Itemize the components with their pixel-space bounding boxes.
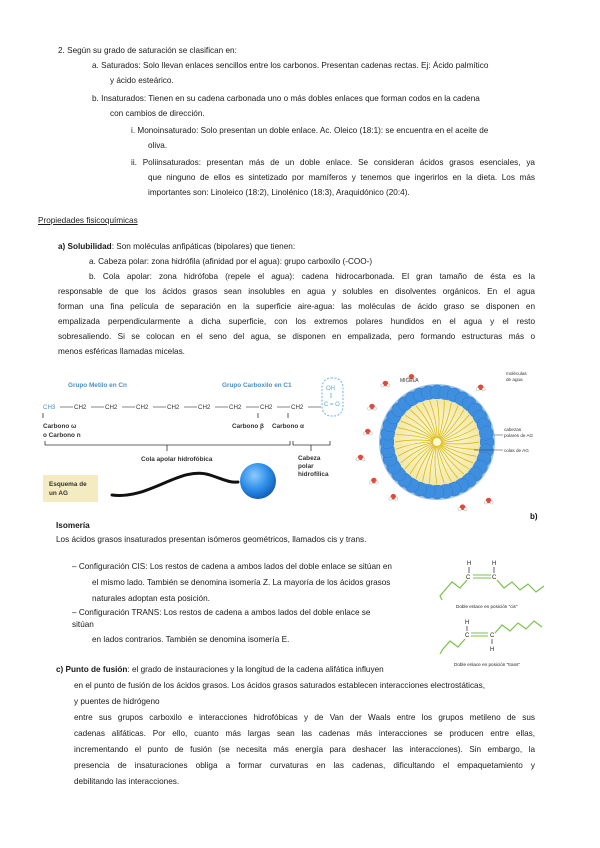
chain-atom-0: CH3 (43, 404, 56, 411)
water-hydrogen (484, 501, 487, 504)
cis-item: – Configuración CIS: Los restos de cadena a ambos lados del doble enlace se sitúan en (72, 562, 392, 571)
solubility-line (58, 241, 295, 253)
fusion-text: : el grado de instauraciones y la longitud de la cadena alifática influyen (127, 665, 384, 674)
fusion-text-line: y puentes de hidrógeno (74, 697, 160, 706)
polyunsaturated-item: ii. Poliinsaturados: presentan más de un doble enlace. Se consideran ácidos grasos esenciales, ya (131, 158, 535, 167)
polar-head-item: a. Cabeza polar: zona hidrófila (afinidad por el agua): grupo carboxilo (-COO-) (89, 257, 373, 266)
chain-atom-1: CH2 (74, 404, 87, 411)
fusion-text-line: presencia de insaturaciones obliga a formar curvaturas en las cadenas, dificultando el empaquetamiento y (74, 761, 535, 770)
saturated-item-cont: y ácido esteárico. (110, 76, 174, 85)
head-bracket (293, 441, 330, 445)
fusion-text-line: entre sus grupos carboxilo e interacciones hidrofóbicas y de Van der Waals entre los grupos metileno de sus (74, 713, 535, 722)
water-hydrogen (369, 432, 372, 435)
cis-item-cont: el mismo lado. También se denomina isomería Z. La mayoría de los ácidos grasos (92, 578, 391, 587)
cis-c-left: C (466, 575, 471, 581)
chain-atom-7: CH2 (260, 404, 273, 411)
water-hydrogen (375, 481, 378, 484)
fusion-text-line: cadenas alifáticas. Por ello, cuanto más largas sean las cadenas más interacciones se producen entre ellas, (74, 729, 535, 738)
fusion-label: c) Punto de fusión (56, 665, 128, 674)
carbon-chain (43, 404, 321, 411)
saturation-heading: 2. Según su grado de saturación se clasifican en: (58, 46, 237, 55)
omega-label: Carbono ω (43, 423, 77, 430)
chain-atom-3: CH2 (136, 404, 149, 411)
trans-item-cont: sitúan (72, 620, 94, 629)
section-title: Propiedades fisicoquímicas (38, 216, 138, 225)
trans-h-top: H (465, 620, 470, 626)
chain-atom-8: CH2 (291, 404, 304, 411)
co-label: C = O (324, 402, 340, 408)
chain-atom-6: CH2 (229, 404, 242, 411)
solubility-text-line: forman una fina película de separación en la superficie aire-agua: las moléculas de ácido graso se disponen en (58, 302, 535, 311)
heads-label-2: polares de AG (504, 433, 534, 438)
solubility-text-line: responsable de que los ácidos grasos sean insolubles en agua y solubles en disolventes orgánicos. En el agua (58, 287, 535, 296)
water-label: moléculas (506, 371, 527, 376)
water-hydrogen (362, 458, 365, 461)
water-hydrogen (482, 388, 485, 391)
water-hydrogen (490, 501, 493, 504)
trans-diagram (438, 612, 550, 672)
cis-c-right: C (492, 575, 497, 581)
micelle-core (394, 399, 480, 485)
solubility-text-line: sobresaliendo. Si se colocan en el seno del agua, se disponen en empalizada, pero formando estructuras más o (58, 332, 535, 341)
scheme-label-2: un AG (49, 490, 68, 497)
polar-head (479, 426, 493, 440)
trans-c-right: C (490, 633, 495, 639)
water-hydrogen (373, 407, 376, 410)
fusion-text-line: en el punto de fusión de los ácidos grasos. Los ácidos grasos saturados establecen interacciones electrostáticas, (74, 681, 485, 690)
apolar-tail-label: Cola apolar hidrofóbica (141, 456, 213, 463)
scheme-label: Esquema de (49, 481, 87, 488)
alpha-label: Carbono α (272, 423, 304, 430)
polyunsaturated-item-cont: que ninguno de ellos es sintetizado por mamíferos y tenemos que ingerirlos en la dieta. Los más (148, 173, 535, 182)
solubility-text-line: empalizada perpendicularmente a dicha superficie, con los extremos polares hundidos en el agua y el resto (58, 317, 535, 326)
methyl-group-label: Grupo Metilo en Cn (68, 382, 127, 389)
fusion-line (56, 664, 384, 676)
chain-atom-2: CH2 (105, 404, 118, 411)
unsaturated-item-cont: con cambios de dirección. (110, 109, 205, 118)
beta-label: Carbono β (232, 423, 264, 430)
polar-head-label: Cabeza (298, 455, 321, 462)
heads-label: cabezas (504, 427, 522, 432)
schematic-head (240, 463, 276, 499)
isomery-title: Isomería (56, 521, 90, 530)
micelle-label: MICELA (400, 378, 419, 384)
cis-diagram (438, 556, 550, 616)
chain-atom-4: CH2 (167, 404, 180, 411)
tail-bracket (45, 441, 290, 445)
polar-head-label-3: hidrofílica (298, 471, 329, 478)
water-hydrogen (381, 384, 384, 387)
scheme-box (43, 475, 98, 502)
trans-chain-left (440, 639, 465, 654)
water-hydrogen (356, 458, 359, 461)
unsaturated-item: b. Insaturados: Tienen en su cadena carbonada uno o más dobles enlaces que forman codos en la cadena (92, 94, 480, 103)
water-hydrogen (387, 384, 390, 387)
micelle-diagram (340, 365, 550, 525)
cis-caption: Doble enlace en posición "cis" (456, 604, 518, 609)
oh-label: OH (326, 386, 335, 392)
cis-item-cont2: naturales adoptan esta posición. (92, 594, 210, 603)
water-hydrogen (464, 508, 467, 511)
apolar-tail-item: b. Cola apolar: zona hidrófoba (repele el agua): cadena hidrocarbonada. El gran tamaño de ésta es la (89, 272, 535, 281)
polar-head-label-2: polar (298, 463, 314, 470)
solubility-text: : Son moléculas anfipáticas (bipolares) que tienen: (111, 242, 296, 251)
figure-letter: b) (530, 512, 538, 521)
cis-chain-right (497, 580, 544, 592)
water-hydrogen (458, 508, 461, 511)
trans-item-cont2: en lados contrarios. También se denomina isomería E. (92, 635, 290, 644)
monounsaturated-item-cont: oliva. (148, 141, 168, 150)
polyunsaturated-item-cont2: importantes son: Linoleico (18:2), Linolénico (18:3), Araquidónico (20:4). (148, 188, 410, 197)
trans-h-bottom: H (490, 647, 495, 653)
water-hydrogen (395, 497, 398, 500)
trans-caption: Doble enlace en posición "trans" (454, 662, 521, 667)
trans-c-left: C (465, 633, 470, 639)
cis-chain-left (440, 580, 467, 600)
solubility-label: a) Solubilidad (58, 242, 112, 251)
cis-h-left: H (467, 561, 472, 567)
water-label-2: de agua (506, 377, 523, 382)
water-hydrogen (389, 497, 392, 500)
tails-label: colas de AG (504, 448, 529, 453)
fusion-text-line: incrementando el punto de fusión (se necesita más energía para deshacer las interacciones). Sin embargo, la (74, 745, 535, 754)
fatty-acid-structure-diagram (40, 375, 356, 510)
carboxyl-group-label: Grupo Carboxilo en C1 (222, 382, 292, 389)
solubility-text-line: menos esféricas llamadas micelas. (58, 347, 185, 356)
water-hydrogen (367, 407, 370, 410)
water-hydrogen (476, 388, 479, 391)
monounsaturated-item: i. Monoinsaturado: Solo presentan un doble enlace. Ac. Oleico (18:1): se encuentra en el aceite de (131, 126, 489, 135)
omega-label-2: o Carbono n (43, 432, 81, 439)
water-hydrogen (369, 481, 372, 484)
cis-h-right: H (492, 561, 497, 567)
trans-chain-right (495, 621, 542, 633)
trans-item: – Configuración TRANS: Los restos de cadena a ambos lados del doble enlace se (72, 608, 371, 617)
schematic-tail (112, 473, 238, 495)
saturated-item: a. Saturados: Solo llevan enlaces sencillos entre los carbonos. Presentan cadenas rectas. Ej: Ácido palmítico (92, 61, 489, 70)
chain-atom-5: CH2 (198, 404, 211, 411)
isomery-intro: Los ácidos grasos insaturados presentan isómeros geométricos, llamados cis y trans. (56, 535, 367, 544)
water-hydrogen (363, 432, 366, 435)
fusion-text-line: debilitando las interacciones. (74, 777, 180, 786)
